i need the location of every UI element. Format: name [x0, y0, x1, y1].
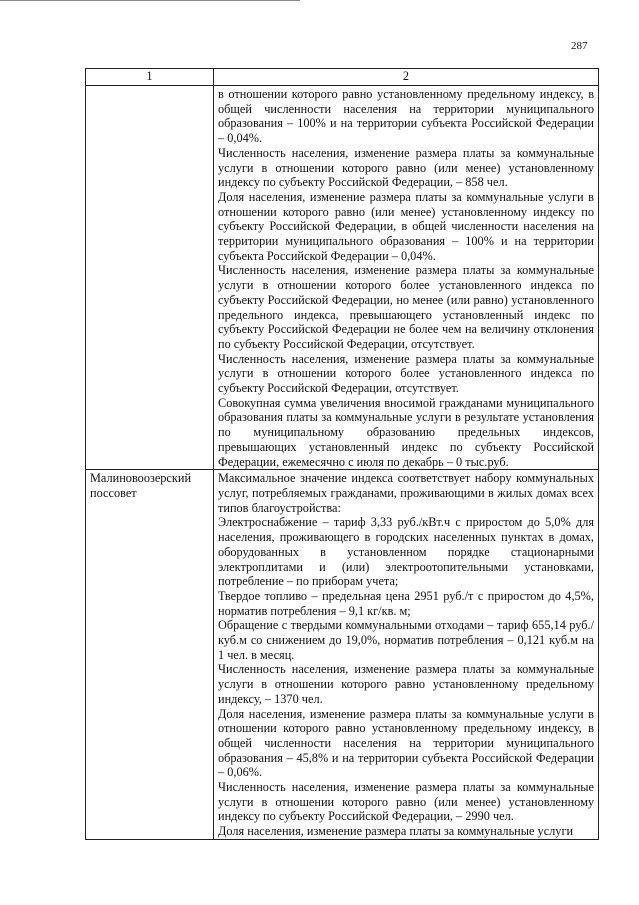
description-cell	[214, 470, 599, 840]
paragraph: Численность населения, изменение размера платы за коммунальные услуги в отношении которого равно установленному предельному индексу, – 1370 чел.	[218, 662, 594, 706]
page-number: 287	[571, 40, 588, 52]
document-table	[85, 68, 599, 840]
paragraph: в отношении которого равно установленному предельному индексу, в общей численности населения на территории муниципального образования – 100% и на территории субъекта Российской Федерации – 0,04%.	[218, 87, 594, 146]
paragraph: Обращение с твердыми коммунальными отходами – тариф 655,14 руб./куб.м со снижением до 19,0%, норматив потребления – 0,121 куб.м на 1 чел. в месяц.	[218, 618, 594, 662]
paragraph: Численность населения, изменение размера платы за коммунальные услуги в отношении которого более установленного индекса по субъекту Российской Федерации, отсутствует.	[218, 351, 594, 396]
paragraph: Совокупная сумма увеличения вносимой гражданами муниципального образования платы за коммунальные услуги в результате установления по муниципальному образованию предельных индексов, превышающих установленный индекс по субъекту Российской Федерации, ежемесячно с июля по декабрь – 0 тыс.руб.	[218, 395, 594, 469]
paragraph: Доля населения, изменение размера платы за коммунальные услуги	[218, 824, 574, 839]
paragraph: Численность населения, изменение размера платы за коммунальные услуги в отношении которого равно (или менее) установленному индексу по субъекту Российской Федерации, – 858 чел.	[218, 145, 594, 190]
description-cell	[214, 86, 599, 470]
paragraph: Численность населения, изменение размера платы за коммунальные услуги в отношении которого равно (или менее) установленному индексу по субъекту Российской Федерации, – 2990 чел.	[218, 780, 594, 824]
paragraph: Твердое топливо – предельная цена 2951 руб./т с приростом до 4,5%, норматив потребления – 9,1 кг/кв. м;	[218, 588, 594, 618]
column-header: 2	[214, 69, 599, 86]
paragraph: Максимальное значение индекса соответствует набору коммунальных услуг, потребляемых гражданами, проживающими в жилых домах всех типов благоустройства:	[218, 471, 594, 515]
paragraph: Доля населения, изменение размера платы за коммунальные услуги в отношении которого равно установленному предельному индексу, в общей численности населения на территории муниципального образования – 45,8% и на территории субъекта Российской Федерации – 0,06%.	[218, 706, 594, 780]
table-row	[86, 86, 599, 470]
table-row	[86, 470, 599, 840]
paragraph: Численность населения, изменение размера платы за коммунальные услуги в отношении которого более установленного индекса по субъекту Российской Федерации, но менее (или равно) установленного предельного индекса, превышающего установленный индекс по субъекту Российской Федерации не более чем на величину отклонения по субъекту Российской Федерации, отсутствует.	[218, 263, 594, 351]
paragraph: Электроснабжение – тариф 3,33 руб./кВт.ч с приростом до 5,0% для населения, проживающего в городских населенных пунктах в домах, оборудованных в установленном порядке стационарными электроплитами и (или) электроотопительными установками, потребление – по приборам учета;	[218, 515, 594, 589]
municipality-cell: Малиновоозерский поссовет	[86, 470, 214, 840]
column-header: 1	[86, 69, 214, 86]
municipality-cell	[86, 86, 214, 470]
paragraph: Доля населения, изменение размера платы за коммунальные услуги в отношении которого равно (или менее) установленному индексу по субъекту Российской Федерации, в общей численности населения на территории муниципального образования – 100% и на территории субъекта Российской Федерации – 0,04%.	[218, 189, 594, 263]
table-header-row	[86, 69, 599, 86]
top-rule	[0, 0, 300, 1]
